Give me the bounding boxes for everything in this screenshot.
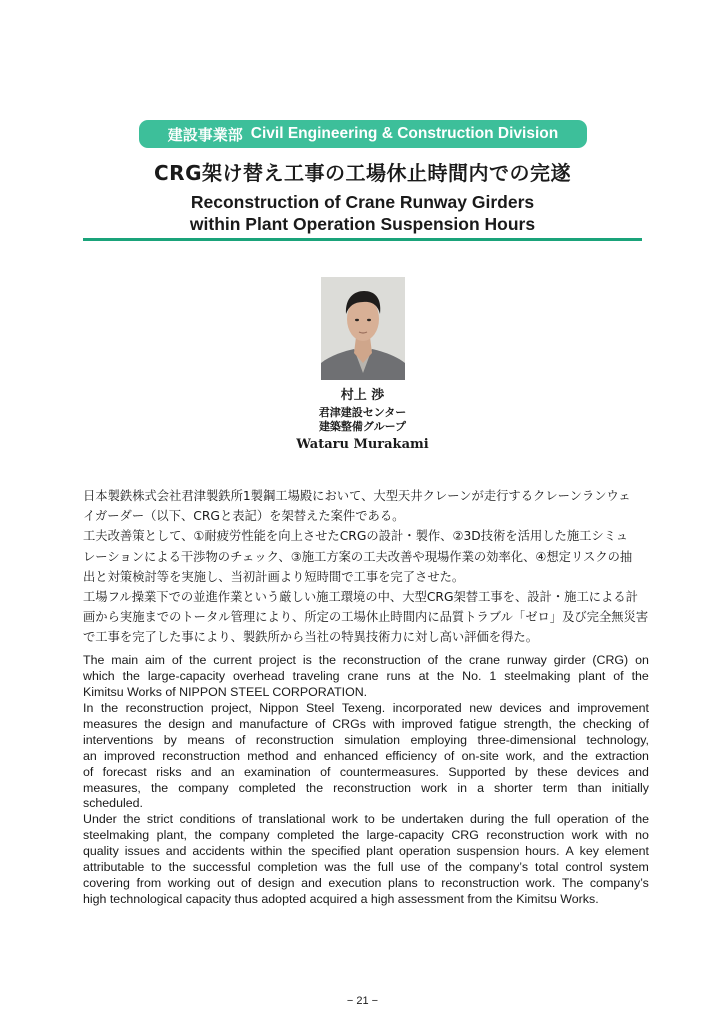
word: runs (386, 668, 411, 683)
division-name-ja: 建設事業部 (167, 125, 243, 144)
word: and (211, 716, 233, 731)
en-line: scheduled. (83, 796, 143, 811)
word: completion (257, 860, 318, 875)
word: plant, (156, 828, 187, 843)
word: attributable (83, 860, 145, 875)
word: of (320, 764, 331, 779)
word: improvement (577, 700, 649, 715)
word: and (190, 764, 212, 779)
word: the (122, 668, 140, 683)
word: Under (83, 812, 117, 827)
word: within (250, 844, 283, 859)
word: no (635, 828, 649, 843)
japanese-summary (83, 486, 653, 648)
word: element (604, 844, 649, 859)
word: hours. (525, 844, 560, 859)
page-title-en-line-2: within Plant Operation Suspension Hours (189, 214, 536, 234)
word: of (427, 653, 438, 667)
word: an (83, 748, 97, 763)
word: work. (525, 876, 556, 891)
word: in (457, 780, 467, 795)
word: the (570, 748, 588, 763)
word: by (514, 764, 528, 779)
ja-line: で工事を完了した事により、製鉄所から当社の特異技術力に対し高い評価を得た。 (83, 630, 538, 645)
word: reconstruction (162, 748, 241, 763)
word: suspension (456, 844, 520, 859)
word: three-dimensional (477, 732, 577, 747)
word: these (537, 764, 568, 779)
word: means (187, 732, 225, 747)
word: key (579, 844, 599, 859)
word: plans (388, 876, 418, 891)
word: on (635, 653, 649, 667)
word: completed (277, 828, 335, 843)
word: new (469, 700, 492, 715)
word: efficiency (385, 748, 437, 763)
word: main (111, 653, 139, 667)
word: working (167, 876, 211, 891)
word: with (605, 828, 628, 843)
word: reconstruction (333, 780, 411, 795)
word: control (565, 860, 603, 875)
word: and (301, 876, 322, 891)
word: runway (506, 653, 547, 667)
en-line (83, 749, 649, 765)
word: of (241, 812, 253, 827)
portrait-photo-icon (321, 277, 405, 380)
word: The (83, 653, 105, 667)
word: improved (104, 748, 155, 763)
word: of (614, 812, 626, 827)
english-summary (83, 653, 649, 908)
word: devices (499, 700, 542, 715)
word: operation (398, 844, 451, 859)
word: by (163, 732, 177, 747)
word: large-capacity (366, 828, 444, 843)
word: strict (146, 812, 174, 827)
word: design (168, 716, 205, 731)
word: manufacture (239, 716, 309, 731)
word: total (535, 860, 559, 875)
word: a (477, 780, 484, 795)
en-line (83, 765, 649, 781)
word: translational (258, 812, 326, 827)
word: plant (366, 844, 394, 859)
word: with (372, 716, 395, 731)
word: and (542, 748, 564, 763)
word: operation (556, 812, 609, 827)
ja-line: 工夫改善策として、①耐疲労性能を向上させたCRGの設計・製作、②3D技術を活用した施工シミュ (83, 529, 629, 544)
en-line (83, 781, 649, 797)
en-line: Kimitsu Works of NIPPON STEEL CORPORATION. (83, 684, 368, 699)
word: which (83, 668, 115, 683)
word: In (83, 700, 94, 715)
word: term (542, 780, 568, 795)
word: checking (582, 716, 632, 731)
word: overhead (233, 668, 285, 683)
word: work (331, 812, 358, 827)
word: from (136, 876, 162, 891)
ja-line: 日本製鉄株式会社君津製鉄所1製鋼工場殿において、大型天井クレーンが走行するクレーンランウェ (83, 489, 631, 503)
word: current (213, 653, 252, 667)
word: the (194, 828, 212, 843)
word: use (400, 860, 421, 875)
word: to (151, 860, 162, 875)
word: enhanced (323, 748, 379, 763)
word: the (288, 844, 306, 859)
word: than (577, 780, 602, 795)
word: the (318, 653, 336, 667)
word: company’s (469, 860, 529, 875)
word: and (549, 700, 570, 715)
word: full (534, 812, 551, 827)
word: the (444, 653, 463, 667)
word: plant (578, 668, 606, 683)
word: steelmaking (504, 668, 571, 683)
page-title-en-line-1: Reconstruction of Crane Runway Girders (190, 192, 535, 212)
word: large-capacity (147, 668, 226, 683)
author-name-en: Wataru Murakami (296, 437, 429, 452)
word: the (144, 716, 162, 731)
word: measures, (83, 780, 141, 795)
word: the (436, 668, 455, 683)
word: the (150, 780, 169, 795)
ja-line: 工場フル操業下での並進作業という厳しい施工環境の中、大型CRG架替工事を、設計・施工による計 (83, 589, 638, 604)
word: to (364, 812, 375, 827)
word: the (631, 668, 649, 683)
word: strength, (503, 716, 552, 731)
ja-line: イガーダー（以下、CRGと表記）を架替えた案件である。 (83, 509, 405, 524)
word: during (469, 812, 505, 827)
word: conditions (179, 812, 236, 827)
en-line (83, 812, 649, 828)
word: work (571, 828, 598, 843)
word: the (123, 812, 141, 827)
word: crane (347, 668, 379, 683)
word: specified (311, 844, 361, 859)
word: of (83, 764, 94, 779)
word: incorporated (392, 700, 462, 715)
word: examination (244, 764, 311, 779)
word: the (353, 860, 371, 875)
en-line (83, 669, 649, 685)
en-line (83, 860, 649, 876)
word: the (510, 812, 529, 827)
word: reconstruction (441, 876, 520, 891)
en-line (83, 701, 649, 717)
page-title-ja: CRG架け替え工事の工場休止時間内での完遂 (154, 161, 571, 185)
word: work, (506, 748, 536, 763)
word: technology, (586, 732, 649, 747)
en-line: high technological capacity thus adopted acquired a high assessment from the Kimitsu Works. (83, 892, 599, 907)
word: employing (410, 732, 468, 747)
word: issues (124, 844, 160, 859)
word: successful (192, 860, 251, 875)
en-line (83, 876, 649, 892)
division-name-en: Civil Engineering & Construction Division (250, 125, 559, 142)
ja-line: レーションによる干渉物のチェック、③施工方案の工夫改善や現場作業の効率化、④想定リスクの抽 (83, 549, 633, 564)
word: an (220, 764, 235, 779)
word: full (377, 860, 394, 875)
word: method (247, 748, 289, 763)
word: Supported (448, 764, 506, 779)
en-line (83, 844, 649, 860)
word: of (444, 748, 455, 763)
word: improved (401, 716, 453, 731)
word: the (305, 780, 324, 795)
word: reconstruction (255, 732, 334, 747)
word: measures (83, 716, 138, 731)
division-badge (139, 120, 587, 148)
word: the (168, 860, 186, 875)
word: of (235, 732, 246, 747)
word: CRGs (332, 716, 366, 731)
word: of (427, 860, 438, 875)
word: countermeasures. (339, 764, 440, 779)
word: 1 (489, 668, 497, 683)
word: of (315, 716, 326, 731)
word: company (178, 780, 229, 795)
word: reconstruction (342, 653, 421, 667)
word: system (609, 860, 649, 875)
word: devices (576, 764, 619, 779)
word: the (631, 812, 649, 827)
word: interventions (83, 732, 154, 747)
word: Texeng. (341, 700, 386, 715)
word: the (558, 716, 576, 731)
word: shorter (494, 780, 533, 795)
word: steelmaking (83, 828, 150, 843)
ja-line: 画から実施までのトータル管理により、所定の工場休止時間内に品質トラブル「ゼロ」及び完全無災害 (83, 610, 649, 625)
word: work (421, 780, 448, 795)
word: Steel (306, 700, 335, 715)
word: reconstruction (486, 828, 565, 843)
en-line (83, 653, 649, 669)
word: on-site (461, 748, 499, 763)
word: A (565, 844, 574, 859)
word: the (189, 653, 207, 667)
en-line (83, 828, 649, 844)
word: the (100, 700, 119, 715)
word: to (424, 876, 435, 891)
word: undertaken (401, 812, 464, 827)
word: company (219, 828, 270, 843)
word: reconstruction (125, 700, 204, 715)
en-line (83, 733, 649, 749)
page-number: − 21 − (346, 995, 379, 1007)
word: The (561, 876, 584, 891)
word: of (613, 668, 624, 683)
word: forecast (102, 764, 147, 779)
word: girder (553, 653, 586, 667)
word: design (257, 876, 295, 891)
word: and (295, 748, 317, 763)
word: project (258, 653, 296, 667)
word: out (217, 876, 235, 891)
word: execution (328, 876, 382, 891)
word: of (638, 716, 649, 731)
word: at (418, 668, 429, 683)
word: Nippon (259, 700, 299, 715)
word: quality (83, 844, 119, 859)
word: fatigue (459, 716, 497, 731)
word: aim (145, 653, 165, 667)
word: initially (611, 780, 649, 795)
word: extraction (595, 748, 649, 763)
word: be (381, 812, 396, 827)
word: accidents (192, 844, 245, 859)
word: No. (462, 668, 482, 683)
word: the (444, 860, 463, 875)
word: (CRG) (592, 653, 629, 667)
word: crane (469, 653, 501, 667)
word: was (324, 860, 347, 875)
word: traveling (292, 668, 340, 683)
word: is (302, 653, 312, 667)
author-affiliation-line-2: 建築整備グループ (318, 420, 407, 433)
word: risks (156, 764, 182, 779)
word: the (341, 828, 360, 843)
word: and (165, 844, 187, 859)
author-name-ja: 村上 渉 (340, 388, 385, 403)
word: covering (83, 876, 130, 891)
word: of (171, 653, 183, 667)
word: and (628, 764, 649, 779)
word: of (241, 876, 252, 891)
en-line (83, 717, 649, 733)
word: completed (238, 780, 296, 795)
word: project, (211, 700, 252, 715)
ja-line: 出と対策検討等を実施し、当初計画より短時間で工事を完了させた。 (83, 569, 465, 584)
author-affiliation-line-1: 君津建設センター (318, 406, 407, 419)
author-portrait (321, 277, 405, 380)
word: CRG (451, 828, 479, 843)
title-divider (83, 238, 642, 241)
word: company’s (589, 876, 649, 891)
word: simulation (344, 732, 401, 747)
